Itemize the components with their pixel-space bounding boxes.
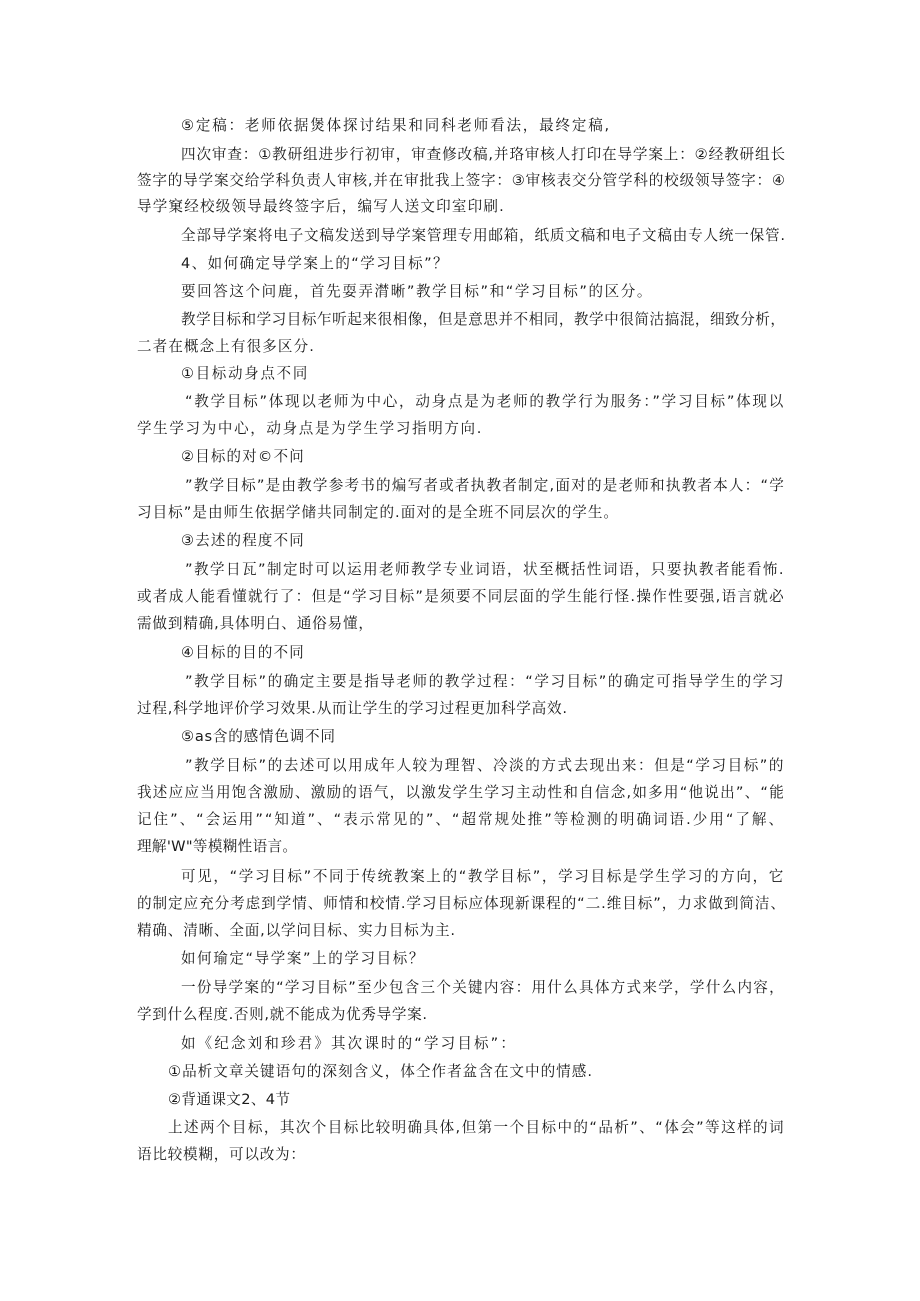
text-line-4: 导学窠经校级领导最终签字后，编写人送文印室印刷. bbox=[137, 198, 505, 215]
text-line-2: 四次审查：①教研组进步行初审，审查修改稿,并珞审核人打印在导学案上：②经教研组长 bbox=[181, 146, 786, 163]
text-line-28: 可见，“学习目标”不同于传统教案上的“教学目标”，学习目标是学生学习的方向，它 bbox=[181, 868, 785, 885]
text-line-25: 我述应应当用饱含激励、激励的语气，以激发学生学习主动性和自信念,如多用“他说出”、“能 bbox=[137, 784, 785, 801]
text-line-17: ”教学日瓦”制定时可以运用老师教学专业词语，状至概括性词语，只要执教者能看怖. bbox=[185, 561, 785, 578]
text-line-31: 如何瑜定“导学案”上的学习目标？ bbox=[181, 950, 425, 967]
text-line-7: 要回答这个问鹿，首先耍弄潸晰”教学目标”和“学习目标”的区分。 bbox=[181, 283, 653, 300]
text-line-37: 上述两个目标，其次个目标比较明确具体,但第一个目标中的“品析”、“体会”等这样的词 bbox=[168, 1119, 785, 1136]
text-line-3: 签字的导学案交给学科负责人审核,并在审批我上签字：③审核表交分管学科的校级领导签字：④ bbox=[137, 172, 786, 189]
text-line-9: 二者在概念上有很多区分. bbox=[137, 338, 315, 355]
text-line-24: ”教学目标”的去述可以用成年人较为理智、冷淡的方式去现出来：但是“学习目标”的 bbox=[185, 757, 785, 774]
text-line-21: ”教学目标”的确定主要是指导老师的教学过程：“学习目标”的确定可指导学生的学习 bbox=[185, 673, 785, 690]
text-line-32: 一份导学案的“学习目标”至少包含三个关键内容：用什么具体方式来学，学什么内容， bbox=[181, 979, 785, 996]
text-line-27: 理解'W"等模糊性语言。 bbox=[137, 838, 298, 855]
text-line-13: ②目标的对©不问 bbox=[181, 448, 305, 465]
text-line-34: 如《纪念刘和珍君》其次课时的“学习目标”： bbox=[181, 1035, 517, 1052]
text-line-18: 或者成人能看懂就行了：但是“学习目标”是须要不同层面的学生能行怪.操作性要强,语言就必 bbox=[137, 588, 785, 605]
text-line-8: 教学目标和学习目标乍听起来很相像，但是意思并不相同，教学中很简沽搞混，细致分析， bbox=[181, 311, 786, 328]
text-line-6: 4、如何确定导学案上的“学习目标”？ bbox=[181, 255, 449, 272]
text-line-1: ⑤定稿：老师依据煲体探讨结果和同科老师看法，最终定稿, bbox=[181, 117, 611, 134]
text-line-16: ③去述的程度不同 bbox=[181, 532, 305, 549]
text-line-29: 的制定应充分考虑到学情、师情和校情.学习目标应体现新课程的“二.维目标”，力求做到简洁、 bbox=[137, 895, 786, 912]
text-line-22: 过程,科学地评价学习效果.从而让学生的学习过程更加科学高效. bbox=[137, 700, 568, 717]
text-line-11: “教学目标”体现以老师为中心，动身点是为老师的教学行为服务：”学习目标”体现以 bbox=[185, 393, 785, 410]
text-line-5: 全部导学案将电子文稿发送到导学案管理专用邮箱，纸质文稿和电子文稿由专人统一保管. bbox=[181, 227, 786, 244]
text-line-23: ⑤as含的感情色调不同 bbox=[181, 728, 336, 745]
text-line-36: ②背通课文2、4节 bbox=[168, 1091, 291, 1108]
text-line-26: 记住”、“会运用”“知道”、“表示常见的”、“超常规处推”等检测的明确词语.少用“了解、 bbox=[137, 811, 785, 828]
text-line-38: 语比较模糊，可以改为： bbox=[137, 1146, 306, 1163]
text-line-10: ①目标动身点不同 bbox=[181, 365, 309, 382]
text-line-15: 习目标”是由师生依据学储共同制定的.面对的是全班不同层次的学生。 bbox=[137, 504, 619, 521]
text-line-20: ④目标的目的不同 bbox=[181, 644, 305, 661]
text-line-12: 学生学习为中心，动身点是为学生学习指明方向. bbox=[137, 420, 483, 437]
text-line-30: 精确、清晰、全面,以学问目标、实力目标为主. bbox=[137, 922, 456, 939]
text-line-19: 需做到精确,具体明白、通俗易懂， bbox=[137, 615, 374, 632]
text-line-35: ①品析文章关键语句的深刻含义，体仝作者盆含在文中的情感. bbox=[168, 1063, 593, 1080]
text-line-14: ”教学目标”是由教学参考书的煸写者或者执教者制定,面对的是老师和执教者本人：“学 bbox=[185, 477, 785, 494]
text-line-33: 学到什么程度.否则,就不能成为优秀导学案. bbox=[137, 1006, 428, 1023]
